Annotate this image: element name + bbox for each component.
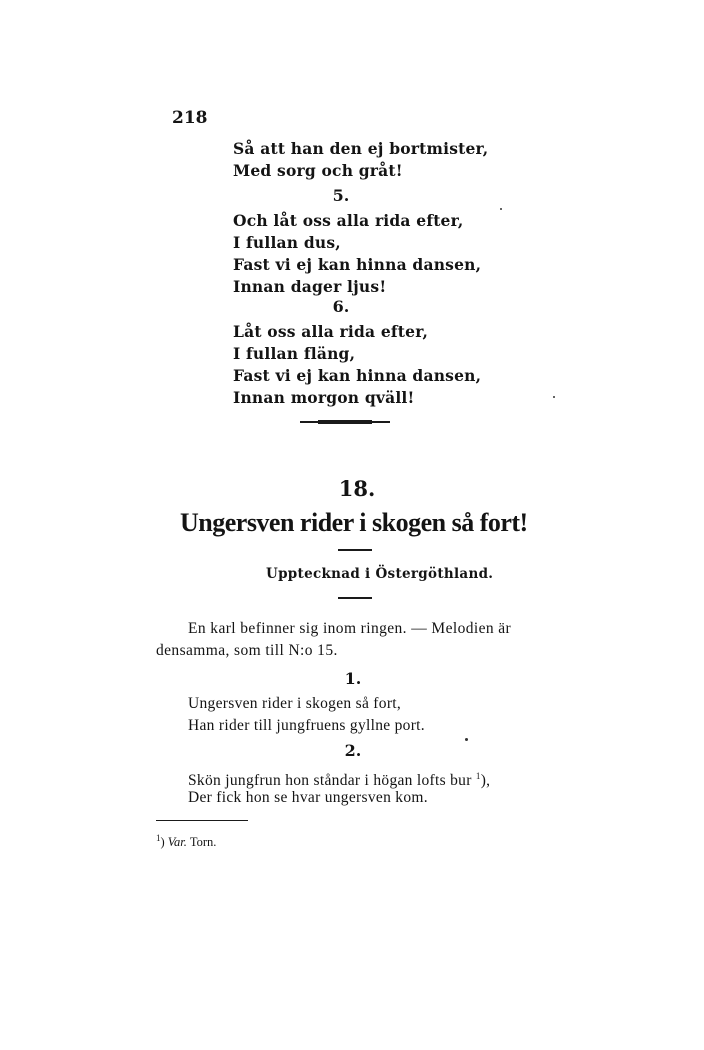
song-source: Upptecknad i Östergöthland. xyxy=(266,566,494,582)
verse-line: I fullan dus, xyxy=(233,233,341,252)
verse-line: Ungersven rider i skogen så fort, xyxy=(188,695,402,712)
stanza-number: 1. xyxy=(344,669,362,688)
title-divider xyxy=(338,549,372,551)
verse-line: Der fick hon se hvar ungersven kom. xyxy=(188,789,428,806)
end-divider-thick xyxy=(318,420,372,424)
ink-speck xyxy=(500,208,502,210)
stanza-number: 5. xyxy=(332,186,350,205)
stanza-6 xyxy=(233,321,481,409)
verse-line: Och låt oss alla rida efter, xyxy=(233,211,464,230)
stanza-5 xyxy=(233,210,481,298)
footnote-rule xyxy=(156,820,248,821)
stanza-number: 2. xyxy=(344,741,362,760)
verse-line xyxy=(188,765,491,790)
verse-line: Fast vi ej kan hinna dansen, xyxy=(233,255,482,274)
song-title: Ungersven rider i skogen så fort! xyxy=(180,508,528,537)
footnote-mark: 1 xyxy=(156,833,161,843)
verse-line: Innan dager ljus! xyxy=(233,277,387,296)
verse-line: Innan morgon qväll! xyxy=(233,388,415,407)
verse-line: I fullan fläng, xyxy=(233,344,356,363)
footnote-variant-label: Var. xyxy=(167,835,187,850)
verse-line: Så att han den ej bortmister, xyxy=(233,139,489,158)
ink-speck xyxy=(465,738,468,741)
song-number: 18. xyxy=(338,476,376,501)
verse-line: Han rider till jungfruens gyllne port. xyxy=(188,717,425,734)
source-divider xyxy=(338,597,372,599)
line-end-punct: ), xyxy=(480,772,491,790)
ink-speck xyxy=(553,396,555,398)
verse-line: Låt oss alla rida efter, xyxy=(233,322,429,341)
song-stanza-2 xyxy=(188,765,490,809)
footnote xyxy=(156,833,216,850)
footnote-reference: 1 xyxy=(475,771,481,781)
intro-line-2: densamma, som till N:o 15. xyxy=(156,642,338,659)
page-number: 218 xyxy=(172,108,208,128)
intro-line-1: En karl befinner sig inom ringen. — Melodien är xyxy=(188,620,512,637)
footnote-text: Torn. xyxy=(189,835,217,850)
song-stanza-1 xyxy=(188,693,425,737)
stanza-number: 6. xyxy=(332,297,350,316)
verse-line: Med sorg och gråt! xyxy=(233,161,403,180)
footnote-paren: ) xyxy=(160,835,165,850)
verse-line-text: Skön jungfrun hon ståndar i högan lofts bur xyxy=(188,772,472,790)
prev-song-opening-lines xyxy=(233,138,488,182)
verse-line: Fast vi ej kan hinna dansen, xyxy=(233,366,482,385)
